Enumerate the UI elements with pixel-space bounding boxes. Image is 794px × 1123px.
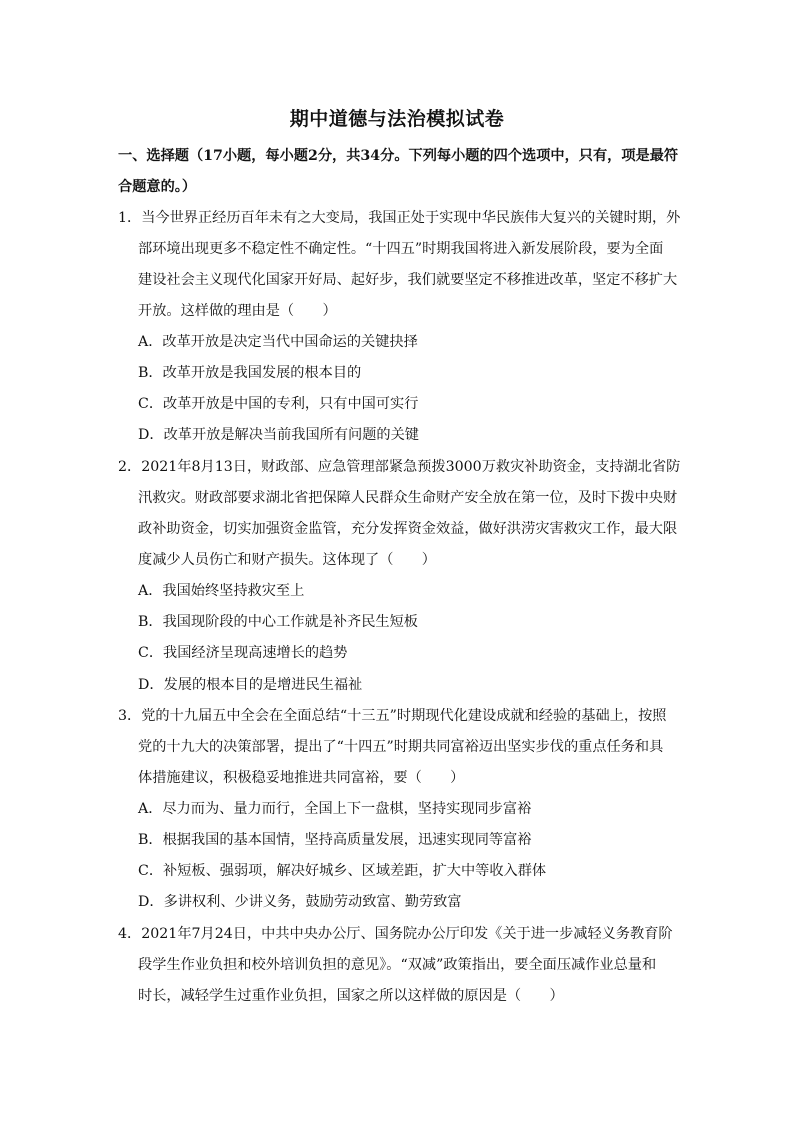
question-3-option-c: C．补短板、强弱项，解决好城乡、区域差距，扩大中等收入群体 bbox=[138, 863, 547, 879]
question-4-stem-line: 段学生作业负担和校外培训负担的意见》。“双减”政策指出，要全面压减作业总量和 bbox=[138, 957, 657, 973]
question-3-stem-line: 体措施建议，积极稳妥地推进共同富裕，要（ ） bbox=[138, 770, 465, 786]
question-2-stem-line: 2．2021年8月13日，财政部、应急管理部紧急预拨3000万救灾补助资金，支持湖北省防 bbox=[118, 459, 681, 475]
question-1-stem-line: 建设社会主义现代化国家开好局、起好步，我们就要坚定不移推进改革，坚定不移扩大 bbox=[138, 272, 678, 288]
question-2-stem-line: 政补助资金，切实加强资金监管，充分发挥资金效益，做好洪涝灾害救灾工作，最大限 bbox=[138, 521, 678, 537]
question-2-option-b: B．我国现阶段的中心工作就是补齐民生短板 bbox=[138, 614, 418, 630]
question-2-option-d: D．发展的根本目的是增进民生福祉 bbox=[138, 677, 363, 693]
question-3-stem-line: 3．党的十九届五中全会在全面总结“十三五”时期现代化建设成就和经验的基础上，按照 bbox=[118, 708, 667, 724]
question-1-stem-line: 开放。这样做的理由是（ ） bbox=[138, 303, 337, 319]
question-2-stem-line: 汛救灾。财政部要求湖北省把保障人民群众生命财产安全放在第一位，及时下拨中央财 bbox=[138, 490, 678, 506]
question-2-option-c: C．我国经济呈现高速增长的趋势 bbox=[138, 645, 348, 661]
question-1-stem-line: 部环境出现更多不稳定性不确定性。“十四五”时期我国将进入新发展阶段，要为全面 bbox=[138, 241, 664, 257]
question-3-stem-line: 党的十九大的决策部署，提出了“十四五”时期共同富裕迈出坚实步伐的重点任务和具 bbox=[138, 739, 664, 755]
question-3-option-a: A．尽力而为、量力而行，全国上下一盘棋，坚持实现同步富裕 bbox=[138, 801, 532, 817]
question-1-stem-line: 1．当今世界正经历百年未有之大变局，我国正处于实现中华民族伟大复兴的关键时期，外 bbox=[118, 210, 681, 226]
section-heading-line-2: 合题意的。） bbox=[118, 179, 197, 195]
question-2-option-a: A．我国始终坚持救灾至上 bbox=[138, 583, 305, 599]
question-1-option-d: D．改革开放是解决当前我国所有问题的关键 bbox=[138, 427, 419, 443]
question-4-stem-line: 4．2021年7月24日，中共中央办公厅、国务院办公厅印发《关于进一步减轻义务教育阶 bbox=[118, 926, 673, 942]
question-4-stem-line: 时长，减轻学生过重作业负担，国家之所以这样做的原因是（ ） bbox=[138, 988, 564, 1004]
question-1-option-a: A．改革开放是决定当代中国命运的关键抉择 bbox=[138, 334, 418, 350]
question-3-option-b: B．根据我国的基本国情，坚持高质量发展，迅速实现同等富裕 bbox=[138, 832, 532, 848]
question-1-option-c: C．改革开放是中国的专利，只有中国可实行 bbox=[138, 396, 419, 412]
question-1-option-b: B．改革开放是我国发展的根本目的 bbox=[138, 365, 362, 381]
question-3-option-d: D．多讲权利、少讲义务，鼓励劳动致富、勤劳致富 bbox=[138, 894, 462, 910]
page-title: 期中道德与法治模拟试卷 bbox=[289, 108, 505, 130]
section-heading-line-1: 一、选择题（17小题，每小题2分，共34分。下列每小题的四个选项中，只有，项是最符 bbox=[118, 148, 679, 164]
question-2-stem-line: 度减少人员伤亡和财产损失。这体现了（ ） bbox=[138, 552, 436, 568]
